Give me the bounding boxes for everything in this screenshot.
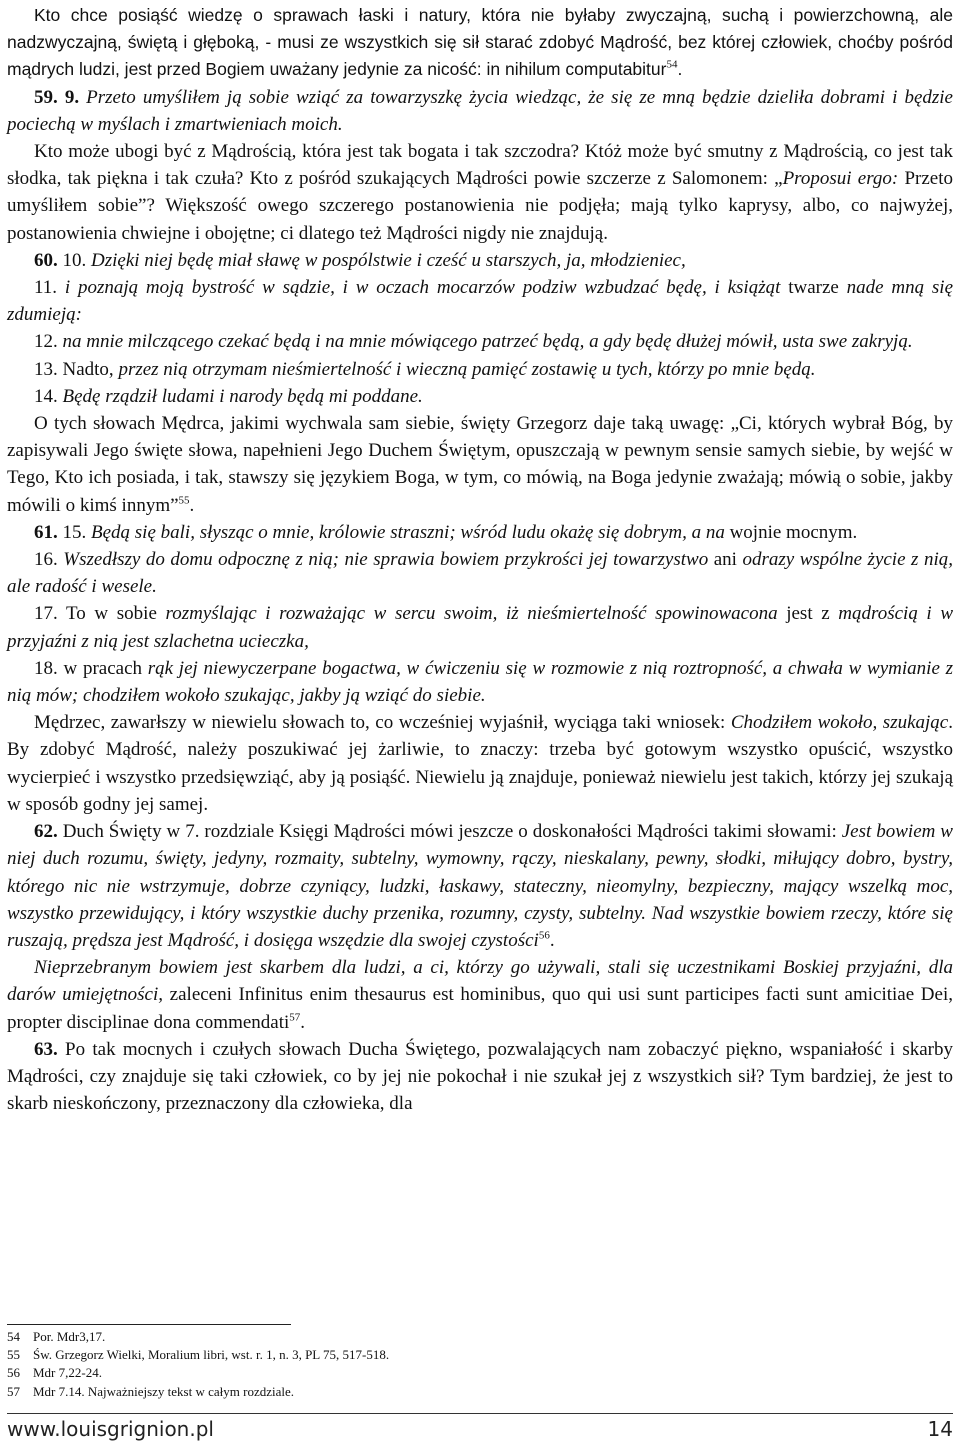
- text-run: Mędrzec, zawarłszy w niewielu słowach to, co wcześniej wyjaśnił, wyciąga taki wniosek:: [34, 712, 731, 734]
- paragraph: [7, 84, 953, 138]
- footnote: [7, 1328, 953, 1346]
- page-number: 14: [927, 1417, 953, 1441]
- paragraph: [7, 138, 953, 247]
- footnote-ref: 55: [178, 494, 190, 507]
- text-run: 12.: [34, 331, 63, 353]
- footnote-separator: [7, 1324, 291, 1325]
- text-run: 60.: [34, 249, 58, 271]
- text-run: 59. 9.: [34, 86, 87, 108]
- footnote-ref: 57: [289, 1011, 301, 1024]
- footnote-text: Por. Mdr3,17.: [33, 1329, 106, 1344]
- paragraph: [7, 709, 953, 818]
- paragraph: [7, 328, 953, 355]
- text-run: rozmyślając i rozważając w sercu swoim, iż nieśmiertelność spowinowacona: [165, 603, 778, 625]
- text-run: 18. w pracach: [34, 657, 148, 679]
- footer-rule: [7, 1413, 953, 1414]
- paragraph: [7, 2, 953, 84]
- footnote-text: Mdr 7.14. Najważniejszy tekst w całym rozdziale.: [33, 1383, 294, 1399]
- paragraph: [7, 247, 953, 274]
- footnote-number: 57: [7, 1383, 20, 1399]
- paragraph: [7, 410, 953, 519]
- footnote-number: 54: [7, 1329, 20, 1344]
- text-run: Dzięki niej będę miał sławę w pospólstwie i cześć u starszych, ja, młodzieniec,: [91, 249, 686, 271]
- text-run: przez nią otrzymam nieśmiertelność i wieczną pamięć zostawię u tych, którzy po mnie będą.: [118, 358, 816, 380]
- text-run: i poznają moją bystrość w sądzie, i w oczach mocarzów podziw wzbudzać będę, i książąt: [64, 277, 789, 299]
- text-run: rąk jej niewyczerpane bogactwa, w ćwiczeniu się w rozmowie z nią roztropność, a chwała w wymianie z nią mów; chodziłem wokoło szukając, jakby ją wziąć do siebie.: [7, 657, 954, 707]
- text-run: wojnie mocnym.: [729, 521, 858, 543]
- text-run: Wszedłszy do domu odpocznę z nią; nie sprawia bowiem przykrości jej towarzystwo: [63, 549, 709, 571]
- text-run: zaleceni Infinitus enim thesaurus est hominibus, quo qui usi sunt participes facti sunt amicitiae Dei, propter disciplinae dona commendati: [7, 984, 953, 1033]
- paragraph: [7, 818, 953, 954]
- text-run: Kto może ubogi być z Mądrością, która jest tak bogata i tak szczodra? Któż może być smutny z Mądrością, co jest tak słodka, tak piękna i tak czuła? Kto z pośród szukających Mądrości powie szczerze z Salomonem: „: [7, 141, 953, 190]
- paragraph: [7, 600, 953, 654]
- paragraph: [7, 274, 953, 328]
- footnote-number: 56: [7, 1365, 20, 1381]
- footnotes: [7, 1328, 953, 1401]
- text-run: Przeto umyśliłem ją sobie wziąć za towarzyszkę życia wiedząc, że się ze mną będzie dzieliła dobrami i będzie pociechą w myślach i zmartwieniach moich.: [7, 86, 953, 135]
- paragraph: [7, 519, 953, 546]
- paragraph: [7, 383, 953, 410]
- text-run: 11.: [34, 277, 65, 299]
- text-run: 14.: [34, 385, 63, 407]
- footnote-ref: 54: [666, 59, 678, 72]
- text-run: Kto chce posiąść wiedzę o sprawach łaski i natury, która nie byłaby zwyczajną, suchą i powierzchowną, ale nadzwyczajną, świętą i głęboką, - musi ze wszystkich się sił starać zdobyć Mądrość, bez której człowiek, choćby pośród mądrych ludzi, jest przed Bogiem uważany jedynie za nicość: in nihilum computabitur: [7, 5, 953, 80]
- paragraph: [7, 1036, 953, 1118]
- text-run: Jest bowiem w niej duch rozumu, święty, jedyny, rozmaity, subtelny, wymowny, rączy, nieskalany, pewny, słodki, miłujący dobro, bystry, którego nic nie wstrzymuje, dobrze czyniący, ludzki, łaskawy, stateczny, nieomylny, bezpieczny, mający wszelką moc, wszystko przewidujący, i który wszystkie duchy przenika, rozumny, czysty, subtelny. Nad wszystkie bowiem rzeczy, które się ruszają, prędsza jest Mądrość, i dosięga wszędzie dla swojej czystości: [7, 821, 953, 951]
- paragraph: [7, 546, 953, 600]
- footnote-number: 55: [7, 1347, 20, 1363]
- text-run: Nieprzebranym bowiem jest skarbem dla ludzi, a ci, którzy go używali, stali się uczestnikami Boskiej przyjaźni, dla darów umiejętności,: [7, 957, 953, 1006]
- text-run: Chodziłem wokoło, szukając: [730, 712, 949, 734]
- text-run: Będą się bali, słysząc o mnie, królowie straszni; wśród ludu okażę się dobrym, a na: [91, 521, 730, 543]
- text-run: twarze: [788, 277, 839, 299]
- main-text: [7, 2, 953, 1117]
- footer-website: www.louisgrignion.pl: [7, 1417, 214, 1441]
- text-run: ani: [708, 549, 743, 571]
- text-run: odrazy wspólne życie z nią, ale radość i wesele.: [7, 549, 954, 598]
- text-run: Będę rządził ludami i narody będą mi poddane.: [62, 385, 423, 407]
- text-run: nade mną się zdumieją:: [7, 277, 954, 326]
- text-run: 13. Nadto,: [34, 358, 119, 380]
- paragraph: [7, 954, 953, 1036]
- footnote: [7, 1346, 953, 1364]
- paragraph: [7, 655, 953, 709]
- text-run: mądrością i w przyjaźni z nią jest szlachetna ucieczka,: [7, 603, 954, 652]
- footnote-text: Św. Grzegorz Wielki, Moralium libri, wst. r. 1, n. 3, PL 75, 517-518.: [33, 1347, 390, 1363]
- text-run: 16.: [34, 549, 64, 571]
- text-run: 17. To w sobie: [34, 603, 166, 625]
- text-run: Duch Święty w 7. rozdziale Księgi Mądrości mówi jeszcze o doskonałości Mądrości takimi słowami:: [57, 821, 842, 843]
- text-run: .: [300, 1011, 306, 1033]
- text-run: O tych słowach Mędrca, jakimi wychwala sam siebie, święty Grzegorz daje taką uwagę: „Ci, których wybrał Bóg, by zapisywali Jego święte słowa, napełnieni Jego Duchem Świętym, opuszczają w pewnym sensie samych siebie, by wejść w Tego, Kto ich posiada, i tak, stawszy się językiem Boga, w tym, co mówią, na Boga jedynie zważają; mówią o sobie, jakby mówili o kimś innym”: [7, 413, 953, 516]
- text-run: 62.: [34, 821, 58, 843]
- footnote-text: Mdr 7,22-24.: [33, 1365, 102, 1381]
- footnote: [7, 1364, 953, 1382]
- text-run: na mnie milczącego czekać będą i na mnie mówiącego patrzeć będą, a gdy będę dłużej mówił, usta swe zakryją.: [62, 331, 913, 353]
- text-run: 63.: [34, 1038, 58, 1060]
- text-run: Po tak mocnych i czułych słowach Ducha Świętego, pozwalających nam zobaczyć piękno, wspaniałość i skarby Mądrości, czy znajduje się taki człowiek, co by jej nie pokochał i nie szukał jej z wszystkich sił? Tym bardziej, że jest to skarb nieskończony, przeznaczony dla człowieka, dla: [7, 1038, 953, 1115]
- text-run: Proposui ergo:: [782, 168, 899, 190]
- footnote-ref: 56: [538, 929, 550, 942]
- text-run: Przeto umyśliłem sobie”? Większość owego szczerego postanowienia nie podjęła; mają tylko kaprysy, albo, co najwyżej, postanowienia chwiejne i obojętne; ci dlatego też Mądrości nigdy nie znajdują.: [7, 168, 954, 244]
- page-footer: [7, 1417, 953, 1445]
- footnote: [7, 1383, 953, 1401]
- text-run: .: [189, 494, 195, 516]
- paragraph: [7, 356, 953, 383]
- text-run: jest z: [777, 603, 839, 625]
- text-run: 15.: [57, 521, 91, 543]
- text-run: .: [677, 59, 683, 80]
- text-run: .: [549, 929, 555, 951]
- text-run: 10.: [57, 249, 91, 271]
- text-run: 61.: [34, 521, 58, 543]
- text-run: . By zdobyć Mądrość, należy poszukiwać jej żarliwie, to znaczy: trzeba być gotowym wszystko opuścić, wszystko wycierpieć i wszystko przedsięwziąć, aby ją posiąść. Niewielu ją znajduje, ponieważ niewielu jest takich, którzy jej szukają w sposób godny jej samej.: [7, 712, 953, 815]
